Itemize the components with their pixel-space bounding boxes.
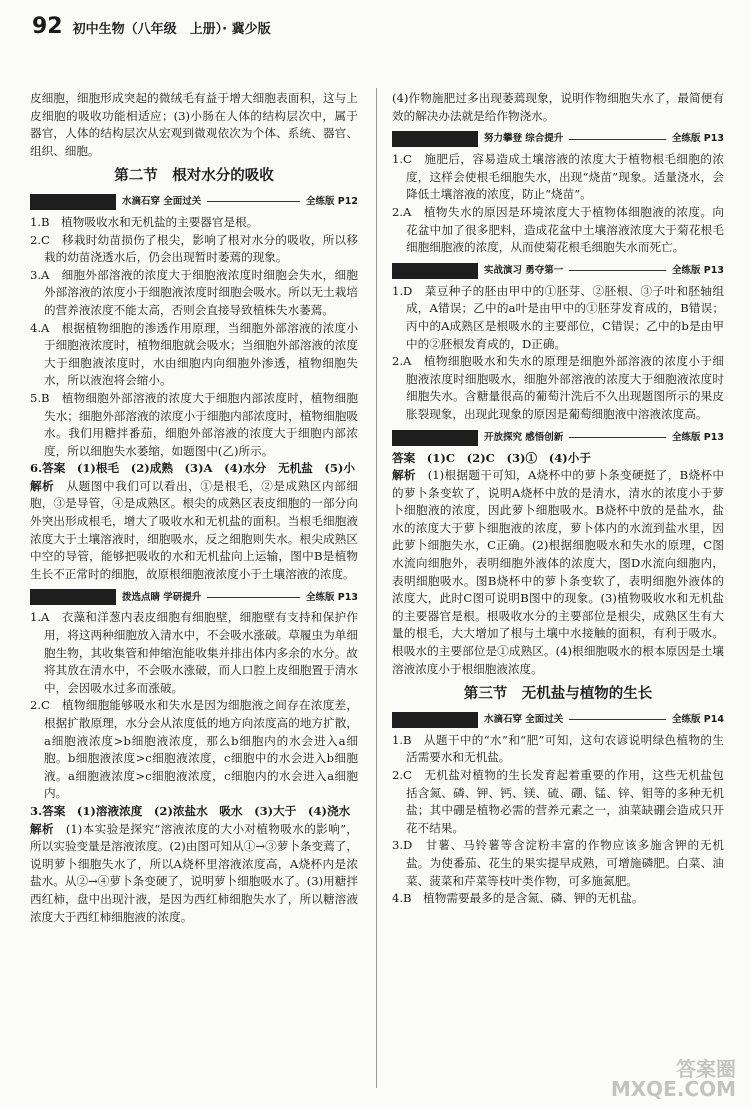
right-column bbox=[392, 90, 724, 908]
band-subtitle: 水滴石穿 全面过关 bbox=[484, 714, 564, 726]
band-reference: 全练版 P13 bbox=[672, 431, 724, 443]
section-band bbox=[392, 263, 724, 279]
book-title: 初中生物（八年级 上册）· 冀少版 bbox=[72, 22, 271, 37]
answer-item: 5.B 植物细胞外部溶液的浓度大于细胞内部浓度时，植物细胞失水；细胞外部溶液的浓度小于细胞内部浓度时，植物细胞吸水。我们用糖拌番茄，细胞外部溶液的浓度大于细胞内部浓度，所以细胞失水萎缩，如题图中(乙)所示。 bbox=[30, 390, 358, 458]
watermark bbox=[611, 1059, 736, 1099]
answer-line: 答案 (1)C (2)C (3)① (4)小于 bbox=[392, 450, 591, 465]
section-band bbox=[30, 589, 358, 605]
band-reference: 全练版 P13 bbox=[306, 591, 358, 603]
watermark-line: 答案圈 bbox=[676, 1057, 736, 1081]
column-divider bbox=[376, 88, 377, 1088]
band-rule bbox=[207, 597, 300, 598]
band-subtitle: 拨选点睛 学研提升 bbox=[122, 591, 202, 603]
analysis-text: (1)根据题干可知，A烧杯中的萝卜条变硬挺了，B烧杯中的萝卜条变软了，说明A烧杯中放的是清水，清水的浓度小于萝卜细胞液的浓度，因此萝卜细胞吸水。B烧杯中放的是盐水，盐水的浓度大于萝卜细胞液的浓度，萝卜体内的水流到盐水里，因此萝卜细胞失水，C正确。(2)根据细胞吸水和失水的原理，C图水流向细胞外，表明细胞外液体的浓度大，图D水流向细胞内，表明细胞吸水。图B烧杯中的萝卜条变软了，表明细胞外液体的浓度大，此时C图可说明B图中的现象。(3)植物吸收水和无机盐的主要器官是根。根吸收水分的主要部位是根尖，成熟区生有大量的根毛，大大增加了根与土壤中水接触的面积，有利于吸水。根吸水的主要部位是①成熟区。(4)根细胞吸水的根本原因是土壤溶液浓度小于根细胞液浓度。 bbox=[392, 468, 724, 676]
answer-item: 4.A 根据植物细胞的渗透作用原理，当细胞外部溶液的浓度小于细胞液浓度时，植物细胞就会吸水；当细胞外部溶液的浓度大于细胞液浓度时，水由细胞内向细胞外渗透，植物细胞失水，所以液泡将会缩小。 bbox=[30, 320, 358, 388]
analysis-label: 解析 bbox=[30, 821, 54, 836]
answer-item: 1.B 从题干中的“水”和“肥”可知，这句农谚说明绿色植物的生活需要水和无机盐。 bbox=[392, 732, 724, 765]
band-label-block bbox=[30, 589, 116, 605]
answer-item: 2.A 植物失水的原因是环境浓度大于植物体细胞液的浓度。向花盆中加了很多肥料，造成花盆中土壤溶液浓度大于菊花根毛细胞细胞液的浓度，从而使菊花根毛细胞失水而死亡。 bbox=[392, 204, 724, 255]
answer-item: 2.C 植物细胞能够吸水和失水是因为细胞液之间存在浓度差，根据扩散原理，水分会从浓度低的地方向浓度高的地方扩散，a细胞液浓度>b细胞液浓度，那么b细胞内的水会进入a细胞。b细胞液浓度>c细胞液浓度，c细胞中的水会进入b细胞液。a细胞液浓度>c细胞液浓度，c细胞内的水会进入a细胞内。 bbox=[30, 698, 358, 801]
answer-item: 1.B 植物吸收水和无机盐的主要器官是根。 bbox=[30, 214, 259, 229]
analysis-label: 解析 bbox=[30, 478, 55, 493]
band-label-block bbox=[392, 430, 478, 446]
band-label-block bbox=[30, 194, 116, 210]
band-rule bbox=[207, 201, 300, 202]
band-reference: 全练版 P12 bbox=[306, 196, 358, 208]
band-reference: 全练版 P14 bbox=[672, 714, 724, 726]
band-reference: 全练版 P13 bbox=[672, 264, 724, 276]
answer-item: 2.A 植物细胞吸水和失水的原理是细胞外部溶液的浓度小于细胞液浓度时细胞吸水，细胞外部溶液的浓度大于细胞液浓度时细胞失水。含糖量很高的葡萄汁洗后不久出现题图所示的果皮胀裂现象，出现此现象的原因是葡萄细胞液中溶液浓度高。 bbox=[392, 354, 724, 421]
section-band bbox=[30, 194, 358, 210]
analysis-paragraph bbox=[392, 467, 724, 678]
band-label-block bbox=[392, 263, 478, 279]
band-rule bbox=[569, 139, 666, 140]
answer-item: 2.C 移栽时幼苗损伤了根尖，影响了根对水分的吸收，所以移栽的幼苗浇透水后，仍会出现暂时萎蔫的现象。 bbox=[30, 232, 358, 265]
band-rule bbox=[569, 437, 666, 438]
band-subtitle: 努力攀登 综合提升 bbox=[484, 133, 564, 145]
section-band bbox=[392, 131, 724, 147]
intro-paragraph: 皮细胞，细胞形成突起的微绒毛有益于增大细胞表面积，这与上皮细胞的吸收功能相适应；(3)小肠在人体的结构层次中，属于器官，人体的结构层次从宏观到微观依次为个体、系统、器官、组织、细胞。 bbox=[30, 91, 358, 158]
band-subtitle: 水滴石穿 全面过关 bbox=[122, 196, 202, 208]
watermark-line: MXQE.COM bbox=[610, 1077, 736, 1101]
section-title: 第三节 无机盐与植物的生长 bbox=[463, 686, 653, 703]
answer-item: 6.答案 (1)根毛 (2)成熟 (3)A (4)水分 无机盐 (5)小 bbox=[30, 461, 355, 476]
band-rule bbox=[569, 719, 666, 720]
continued-paragraph: (4)作物施肥过多出现萎蔫现象，说明作物细胞失水了，最简便有效的解决办法就是给作物浇水。 bbox=[392, 91, 724, 123]
band-label-block bbox=[392, 131, 478, 147]
band-label-block bbox=[392, 712, 478, 728]
band-reference: 全练版 P13 bbox=[672, 133, 724, 145]
answer-item: 4.B 植物需要最多的是含氮、磷、钾的无机盐。 bbox=[392, 891, 644, 906]
band-subtitle: 开放探究 感悟创新 bbox=[484, 431, 564, 443]
left-column bbox=[30, 90, 358, 926]
section-band bbox=[392, 712, 724, 728]
page-header bbox=[32, 14, 271, 39]
answer-item: 3.答案 (1)溶液浓度 (2)浓盐水 吸水 (3)大于 (4)浇水 bbox=[30, 803, 351, 818]
answer-item: 3.A 细胞外部溶液的浓度大于细胞液浓度时细胞会失水，细胞外部溶液的浓度小于细胞液浓度时细胞会吸水。所以无土栽培的营养液浓度不能太高，否则会直接导致植株失水萎蔫。 bbox=[30, 267, 358, 317]
band-subtitle: 实战演习 勇夺第一 bbox=[484, 264, 564, 276]
analysis-paragraph bbox=[30, 478, 358, 584]
analysis-label: 解析 bbox=[392, 468, 416, 483]
answer-item: 2.C 无机盐对植物的生长发育起着重要的作用，这些无机盐包括含氮、磷、钾、钙、镁、硫、硼、锰、锌、钼等的多种无机盐；其中硼是植物必需的营养元素之一，油菜缺硼会造成只开花不结果。 bbox=[392, 768, 724, 835]
section-title: 第二节 根对水分的吸收 bbox=[114, 168, 274, 185]
band-rule bbox=[569, 270, 666, 271]
analysis-text: (1)本实验是探究“溶液浓度的大小对植物吸水的影响”，所以实验变量是溶液浓度。(2)由图可知从①→③萝卜条变蔫了，说明萝卜细胞失水了，所以A烧杯里溶液浓度高，A烧杯内是浓盐水。从②→④萝卜条变硬了，说明萝卜细胞吸水了。(3)用糖拌西红柿，盘中出现汁液，是因为西红柿细胞失水了，所以糖溶液浓度大于西红柿细胞液的浓度。 bbox=[30, 821, 358, 924]
answer-item: 1.A 衣藻和洋葱内表皮细胞有细胞壁，细胞壁有支持和保护作用，将这两种细胞放入清水中，不会吸水涨破。草履虫为单细胞生物，其收集管和伸缩泡能收集并排出体内多余的水分。故将其放在清水中，不会吸水涨破，而人口腔上皮细胞置于清水中，会因吸水过多而涨破。 bbox=[30, 610, 358, 695]
analysis-paragraph bbox=[30, 821, 358, 927]
answer-item: 1.C 施肥后，容易造成土壤溶液的浓度大于植物根毛细胞的浓度，这样会使根毛细胞失水，出现“烧苗”现象。适量浇水，会降低土壤溶液的浓度，防止“烧苗”。 bbox=[392, 152, 724, 202]
answer-item: 3.D 甘薯、马铃薯等含淀粉丰富的作物应该多施含钾的无机盐。为使番茄、花生的果实提早成熟，可增施磷肥。白菜、油菜、菠菜和芹菜等枝叶类作物，可多施氮肥。 bbox=[392, 838, 724, 888]
page-number: 92 bbox=[32, 14, 63, 39]
analysis-text: 从题图中我们可以看出，①是根毛，②是成熟区内部细胞，③是导管，④是成熟区。根尖的成熟区表皮细胞的一部分向外突出形成根毛，增大了吸收水和无机盐的面积。当根毛细胞液浓度大于土壤溶液时，细胞吸水，反之细胞则失水。根尖成熟区中空的导管，能够把吸收的水和无机盐向上运输，图中B是植物生长不正常时的细胞，故原根细胞液浓度小于土壤溶液的浓度。 bbox=[30, 478, 358, 581]
answer-item: 1.D 菜豆种子的胚由甲中的①胚芽、②胚根、③子叶和胚轴组成，A错误；乙中的a叶是由甲中的①胚芽发育成的，B错误；丙中的A成熟区是根吸水的主要部位，C错误；乙中的b是由甲中的②胚根发育成的，D正确。 bbox=[392, 283, 724, 351]
section-band bbox=[392, 430, 724, 446]
